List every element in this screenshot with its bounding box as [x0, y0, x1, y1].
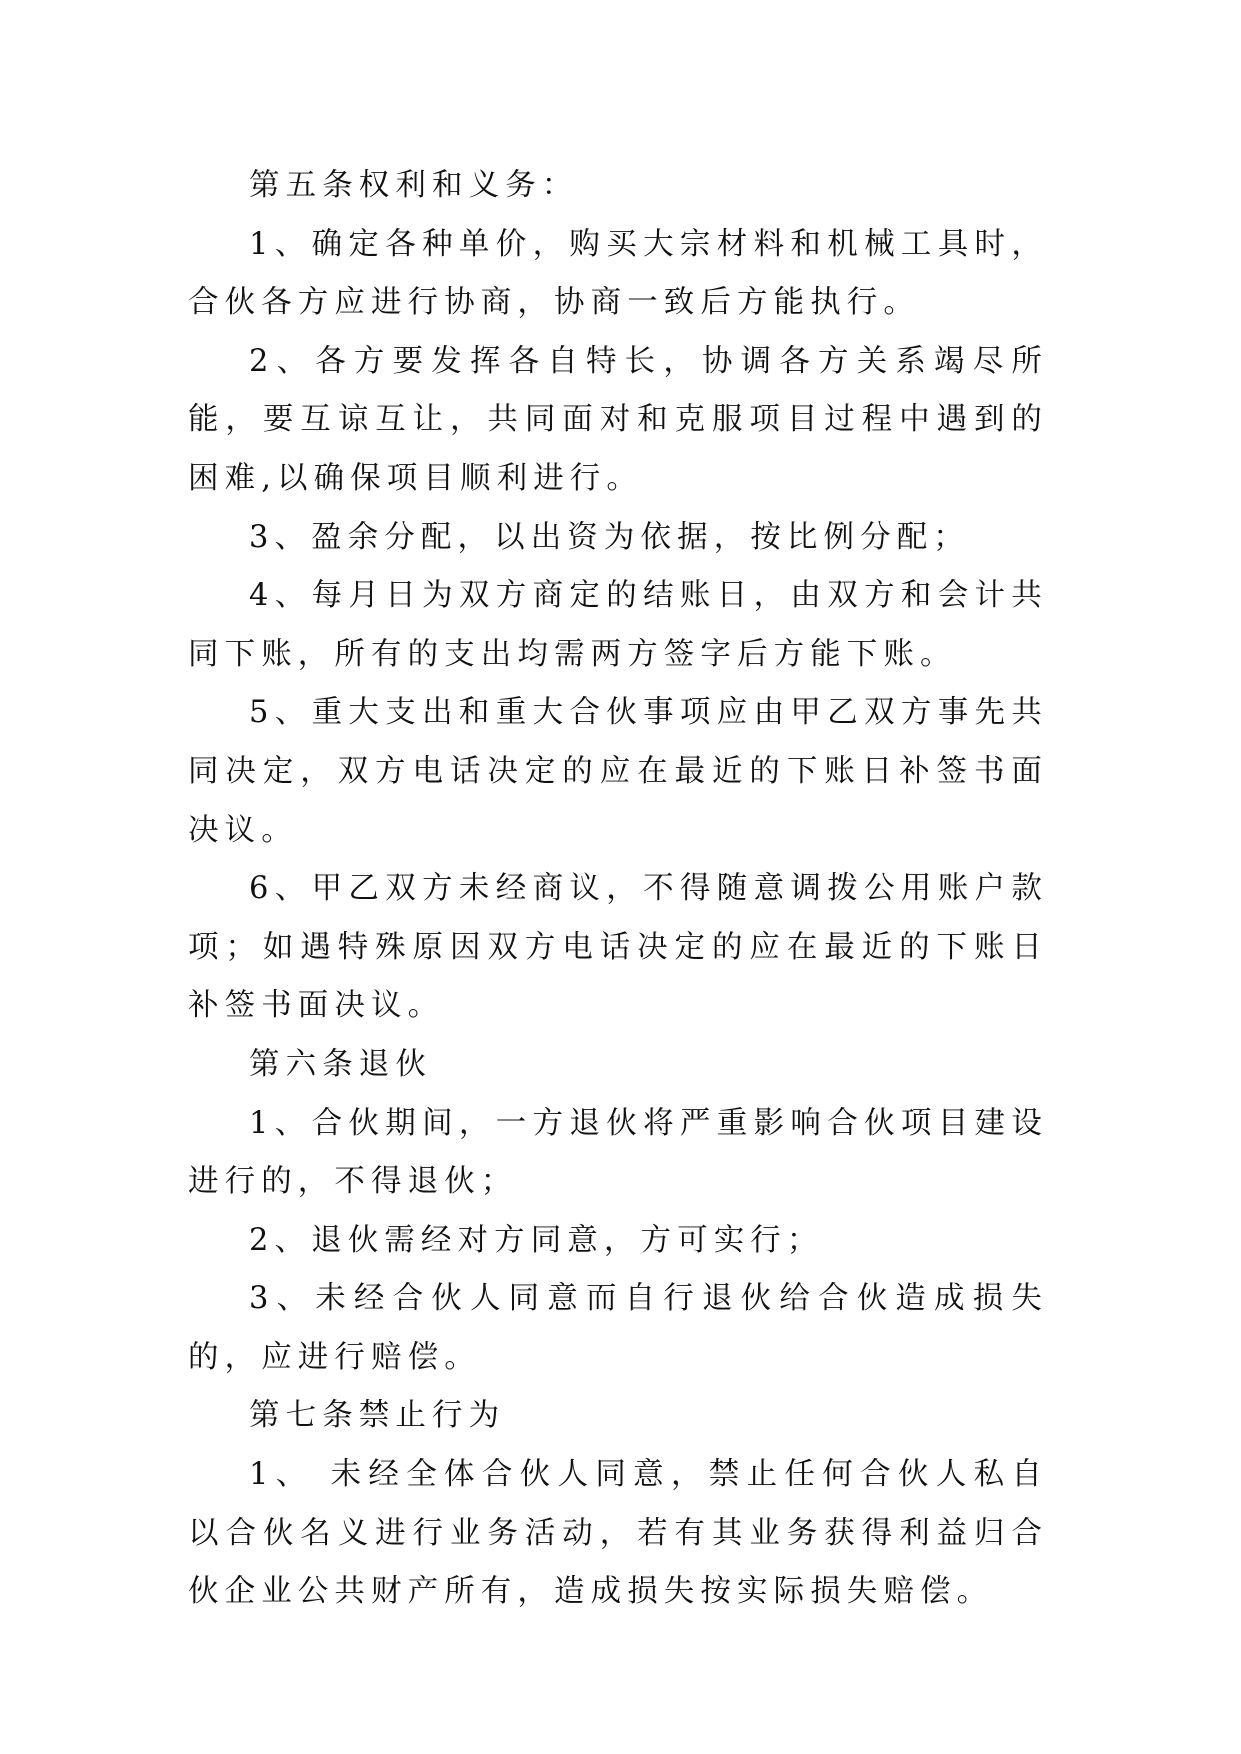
article-five-clause-2: 2、各方要发挥各自特长，协调各方关系竭尽所能，要互谅互让，共同面对和克服项目过程中遇到的困难,以确保项目顺利进行。	[188, 343, 1048, 496]
article-five-clause-3: 3、盈余分配，以出资为依据，按比例分配；	[249, 519, 970, 555]
article-six-clause-1: 1、合伙期间，一方退伙将严重影响合伙项目建设进行的，不得退伙；	[188, 1105, 1048, 1200]
article-six-clause-3: 3、未经合伙人同意而自行退伙给合伙造成损失的，应进行赔偿。	[188, 1281, 1048, 1375]
article-five-clause-1: 1、确定各种单价，购买大宗材料和机械工具时，合伙各方应进行协商，协商一致后方能执行。	[188, 226, 1048, 321]
article-six-clause-2: 2、退伙需经对方同意，方可实行；	[249, 1222, 824, 1258]
article-seven-heading: 第七条禁止行为	[249, 1398, 506, 1434]
article-five-clause-5: 5、重大支出和重大合伙事项应由甲乙双方事先共同决定，双方电话决定的应在最近的下账日补签书面决议。	[188, 695, 1048, 848]
article-five-heading: 第五条权利和义务：	[249, 168, 579, 203]
article-seven-clause-1: 1、 未经全体合伙人同意，禁止任何合伙人私自以合伙名义进行业务活动，若有其业务获得利益归合伙企业公共财产所有，造成损失按实际损失赔偿。	[188, 1457, 1048, 1610]
article-five-clause-6: 6、甲乙双方未经商议，不得随意调拨公用账户款项；如遇特殊原因双方电话决定的应在最近的下账日补签书面决议。	[188, 871, 1048, 1024]
article-six-heading: 第六条退伙	[249, 1046, 432, 1082]
article-five-clause-4: 4、每月日为双方商定的结账日，由双方和会计共同下账，所有的支出均需两方签字后方能下账。	[188, 578, 1048, 672]
document-body	[188, 157, 1048, 1622]
